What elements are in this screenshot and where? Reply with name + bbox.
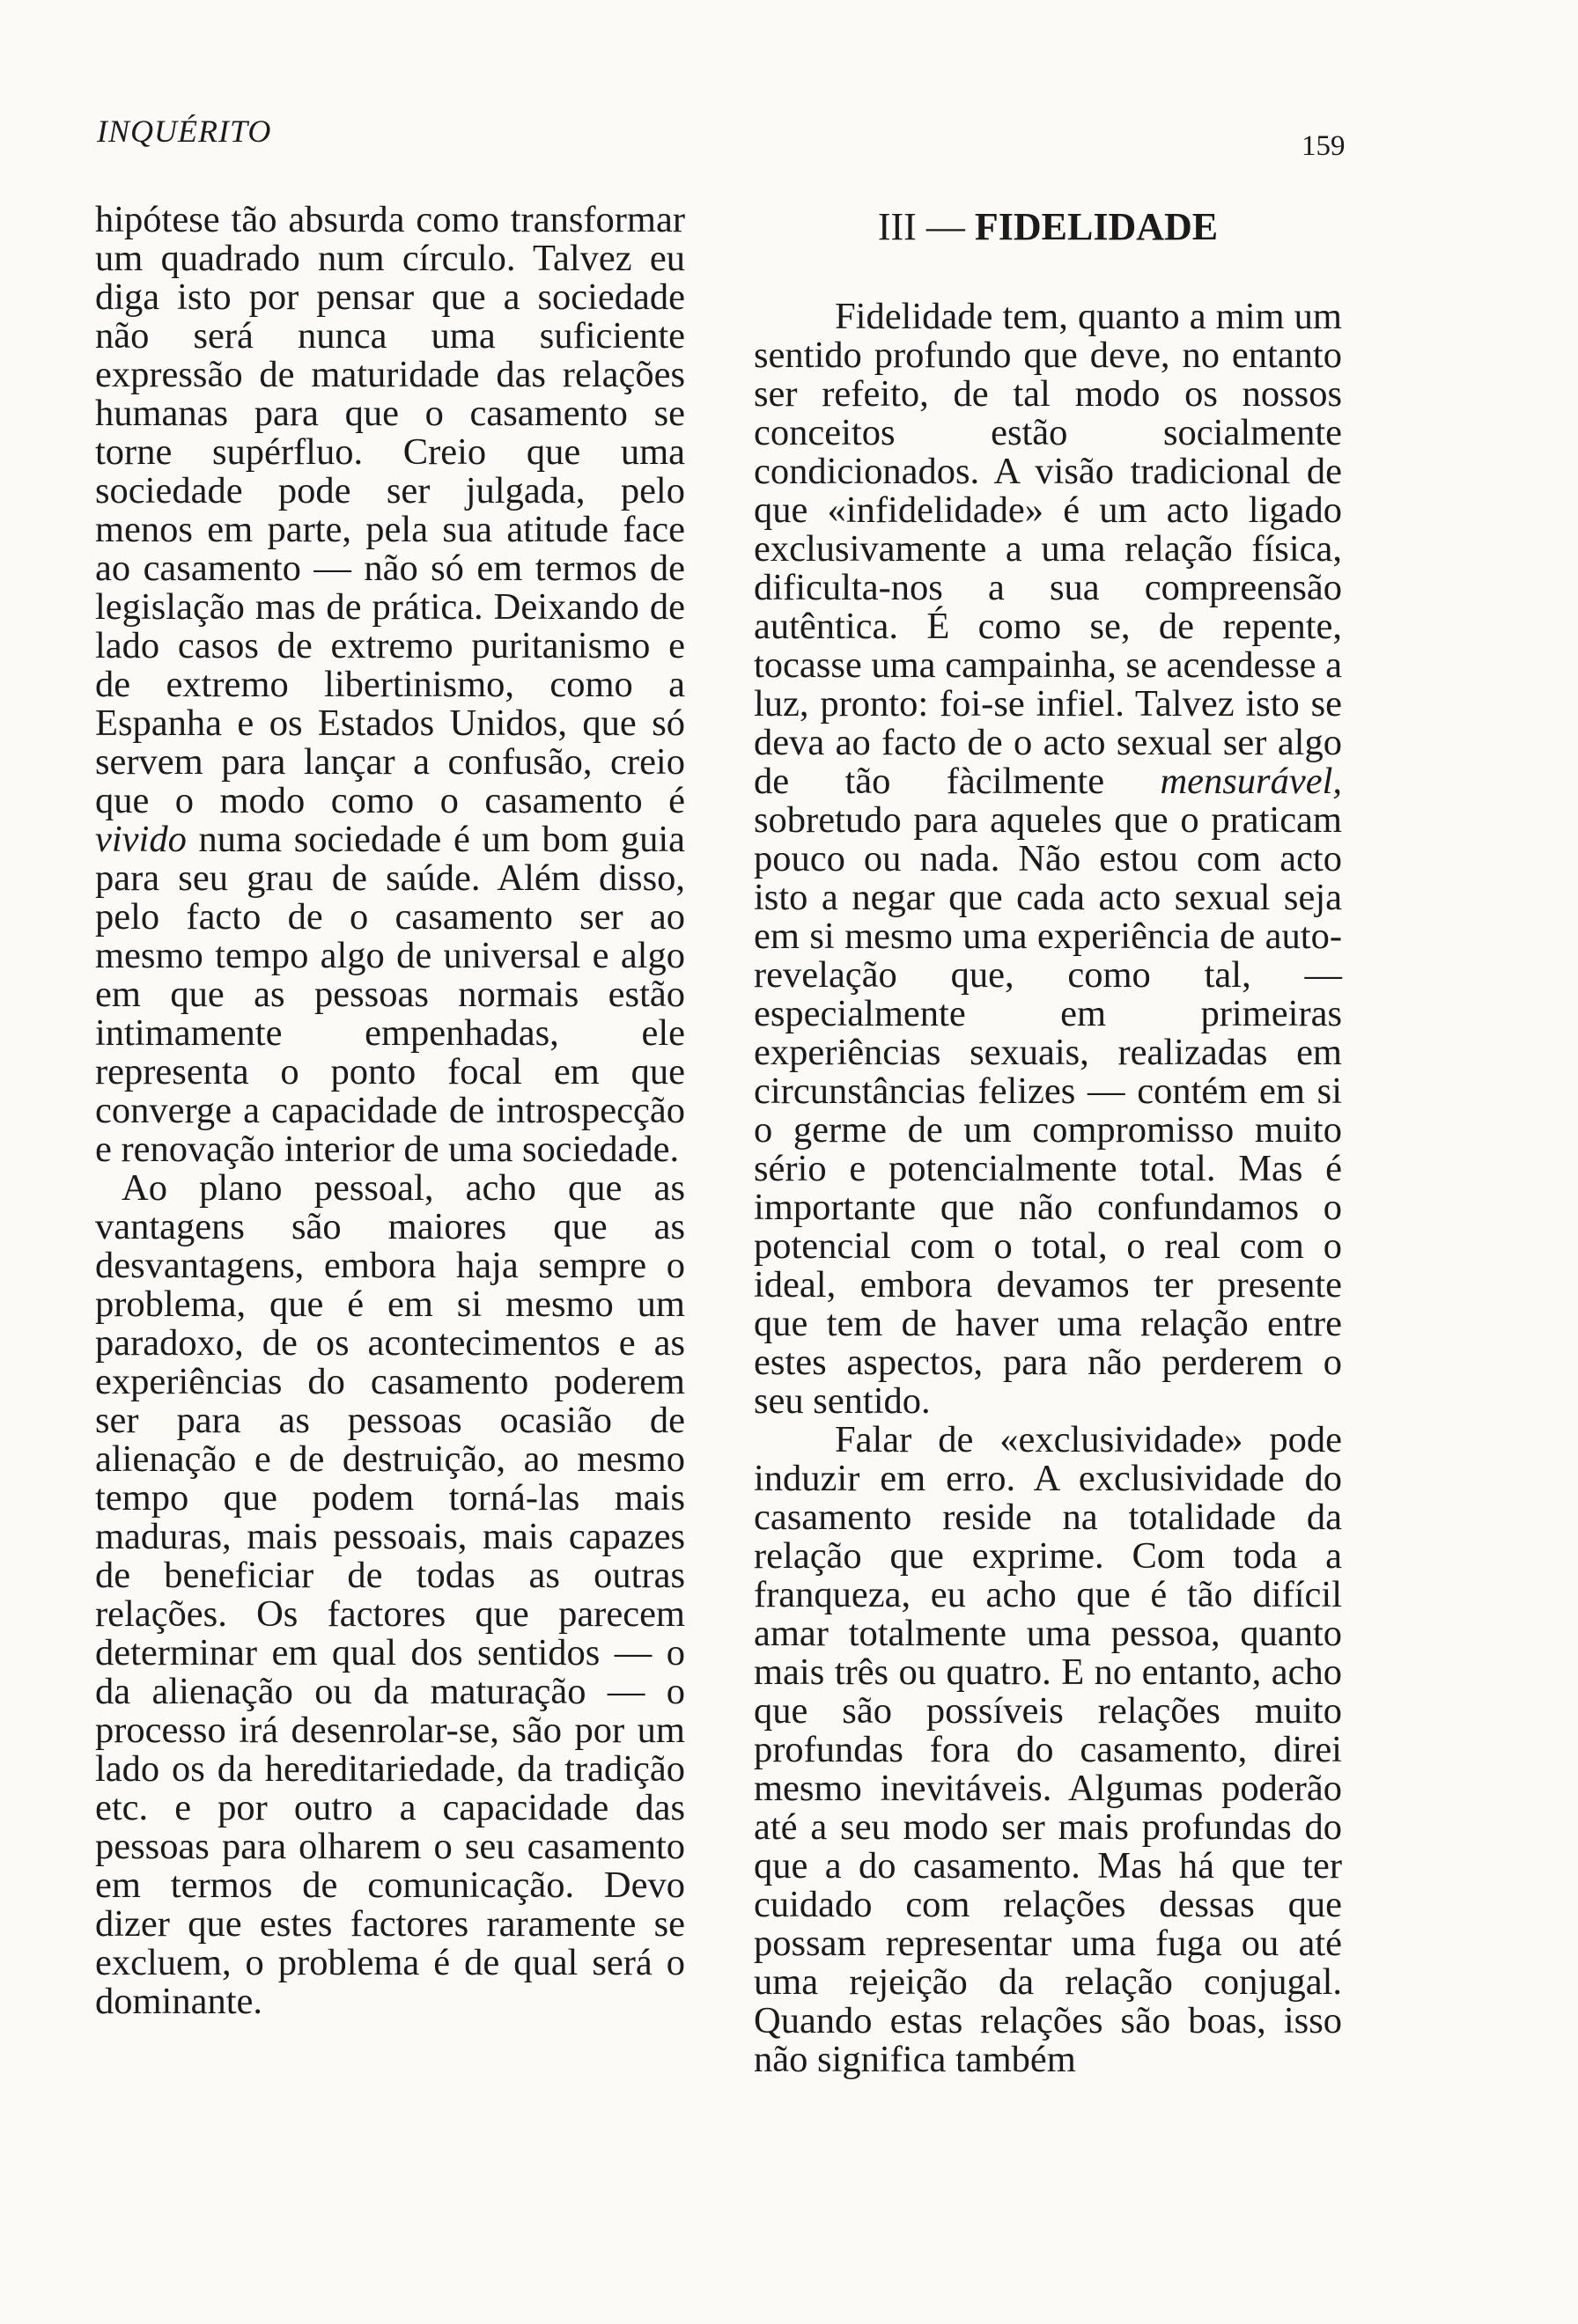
page-number: 159 [1301,130,1346,162]
left-paragraph-2 [95,1169,685,2021]
right-paragraph-2 [754,1421,1342,2079]
section-heading [754,205,1342,248]
running-head: INQUÉRITO [97,114,272,149]
text-run: sobretudo para aqueles que o praticam pouco ou nada. Não estou com acto isto a negar que cada acto sexual seja em si mesmo uma experiência de auto-revelação que, como tal, — especialmente em primeiras experiências sexuais, realizadas em circunstâncias felizes — contém em si o germe de um compromisso muito sério e potencialmente total. Mas é importante que não confundamos o potencial com o total, o real com o ideal, embora devamos ter presente que tem de haver uma relação entre estes aspectos, para não perderem o seu sentido. [754,799,1342,1422]
text-run-italic: vivido [95,819,187,860]
left-column [95,201,685,2021]
section-number: III — [877,205,975,248]
left-paragraph-1 [95,201,685,1169]
text-run: Ao plano pessoal, acho que as vantagens são maiores que as desvantagens, embora haja sempre o problema, que é em si mesmo um paradoxo, de os acontecimentos e as experiências do casamento poderem ser para as pessoas ocasião de alienação e de destruição, ao mesmo tempo que podem torná-las mais maduras, mais pessoais, mais capazes de beneficiar de todas as outras relações. Os factores que parecem determinar em qual dos sentidos — o da alienação ou da maturação — o processo irá desenrolar-se, são por um lado os da hereditariedade, da tradição etc. e por outro a capacidade das pessoas para olharem o seu casamento em termos de comunicação. Devo dizer que estes factores raramente se excluem, o problema é de qual será o dominante. [95,1167,685,2022]
right-column [754,204,1342,2079]
text-run: Fidelidade tem, quanto a mim um sentido profundo que deve, no entanto ser refeito, de tal modo os nossos conceitos estão socialmente condicionados. A visão tradicional de que «infidelidade» é um acto ligado exclusivamente a uma relação física, dificulta-nos a sua compreensão autêntica. É como se, de repente, tocasse uma campainha, se acendesse a luz, pronto: foi-se infiel. Talvez isto se deva ao facto de o acto sexual ser algo de tão fàcilmente [754,296,1342,802]
text-run: hipótese tão absurda como transformar um quadrado num círculo. Talvez eu diga isto por pensar que a sociedade não será nunca uma suficiente expressão de maturidade das relações humanas para que o casamento se torne supérfluo. Creio que uma sociedade pode ser julgada, pelo menos em parte, pela sua atitude face ao casamento — não só em termos de legislação mas de prática. Deixando de lado casos de extremo puritanismo e de extremo libertinismo, como a Espanha e os Estados Unidos, que só servem para lançar a confusão, creio que o modo como o casamento é [95,199,685,821]
text-run-italic: mensurável, [1160,761,1342,802]
right-paragraph-1 [754,298,1342,1421]
text-run: Falar de «exclusividade» pode induzir em erro. A exclusividade do casamento reside na totalidade da relação que exprime. Com toda a franqueza, eu acho que é tão difícil amar totalmente uma pessoa, quanto mais três ou quatro. E no entanto, acho que são possíveis relações muito profundas fora do casamento, direi mesmo inevitáveis. Algumas poderão até a seu modo ser mais profundas do que a do casamento. Mas há que ter cuidado com relações dessas que possam representar uma fuga ou até uma rejeição da relação conjugal. Quando estas relações são boas, isso não significa também [754,1419,1342,2080]
text-run: numa sociedade é um bom guia para seu grau de saúde. Além disso, pelo facto de o casamento ser ao mesmo tempo algo de universal e algo em que as pessoas normais estão intimamente empenhadas, ele representa o ponto focal em que converge a capacidade de introspecção e renovação interior de uma sociedade. [95,819,685,1170]
section-title: FIDELIDADE [974,205,1219,248]
